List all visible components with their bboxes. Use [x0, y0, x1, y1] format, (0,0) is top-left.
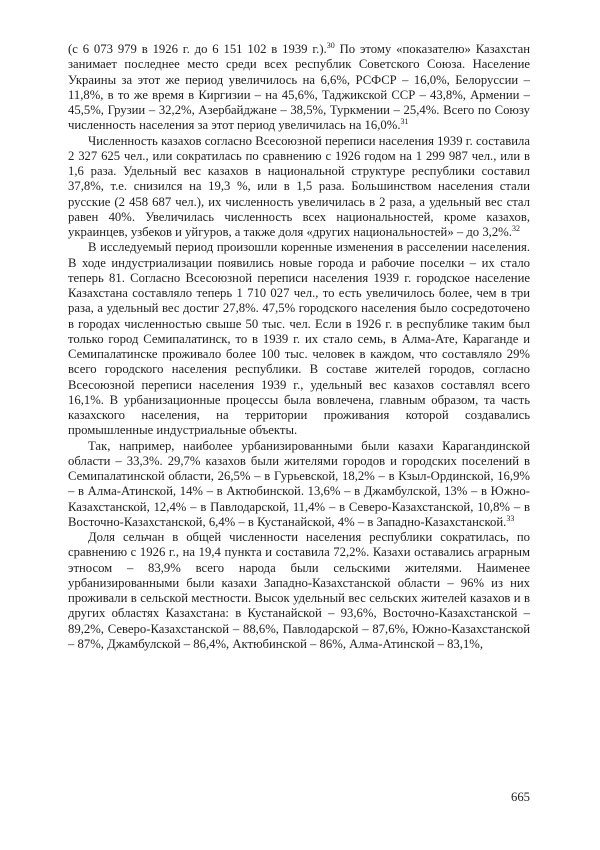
paragraph-4	[68, 439, 530, 531]
page-body	[68, 42, 530, 652]
paragraph-3-text: В исследуемый период произошли коренные изменения в расселении населения. В ходе индустриализации появились новые города и рабочие поселки – их стало теперь 81. Согласно Всесоюзной переписи населения 1939 г. городское население Казахстана составляло теперь 1 710 027 чел., то есть увеличилось более, чем в три раза, а удельный вес достиг 27,8%. 47,5% городского населения было сосредоточено в городах численностью свыше 50 тыс. чел. Если в 1926 г. в республике таким был только город Семипалатинск, то в 1939 г. их стало семь, в Алма-Ате, Караганде и Семипалатинске проживало более 100 тыс. человек в каждом, что составляло 29% всего городского населения республики. В составе жителей городов, согласно Всесоюзной переписи населения 1939 г., удельный вес казахов составлял всего 16,1%. В урбанизационные процессы была вовлечена, главным образом, та часть казахского населения, на территории проживания которой создавались промышленные индустриальные объекты.	[68, 240, 530, 438]
footnote-ref-30: 30	[326, 40, 335, 50]
paragraph-4-text: Так, например, наиболее урбанизированными были казахи Карагандинской области – 33,3%. 29,7% казахов были жителями городов и городских поселений в Семипалатинской области, 26,5% – в Гурьевской, 18,2% – в Кзыл-Ординской, 16,9% – в Алма-Атинской, 14% – в Актюбинской. 13,6% – в Джамбулской, 13% – в Южно-Казахстанской, 12,4% – в Павлодарской, 11,4% – в Северо-Казахстанской, 10,8% – в Восточно-Казахстанской, 6,4% – в Кустанайской, 4% – в Западно-Казахстанской.	[68, 438, 530, 529]
paragraph-2-text: Численность казахов согласно Всесоюзной переписи населения 1939 г. составила 2 327 625 чел., или сократилась по сравнению с 1926 годом на 1 299 987 чел., или в 1,6 раза. Удельный вес казахов в национальной структуре республики составил 37,8%, т.е. снизился на 19,3 %, или в 1,5 раза. Большинством населения стали русские (2 458 687 чел.), их численность увеличилась в 2 раза, а удельный вес стал равен 40%. Увеличилась численность всех национальностей, кроме казахов, украинцев, узбеков и уйгуров, а также доля «других национальностей» – до 3,2%.	[68, 133, 530, 239]
paragraph-2	[68, 134, 530, 241]
paragraph-3	[68, 240, 530, 438]
footnote-ref-33: 33	[506, 513, 515, 523]
paragraph-5	[68, 530, 530, 652]
footnote-ref-31: 31	[400, 117, 409, 127]
paragraph-1-text: (с 6 073 979 в 1926 г. до 6 151 102 в 1939 г.).	[68, 42, 327, 56]
paragraph-5-text: Доля сельчан в общей численности населения республики сократилась, по сравнению с 1926 г., на 19,4 пункта и составила 72,2%. Казахи оставались аграрным этносом – 83,9% всего народа были сельскими жителями. Наименее урбанизированными были казахи Западно-Казахстанской области – 96% из них проживали в сельской местности. Высок удельный вес сельских жителей казахов и в других областях Казахстана: в Кустанайской – 93,6%, Восточно-Казахстанской – 89,2%, Северо-Казахстанской – 88,6%, Павлодарской – 87,6%, Южно-Казахстанской – 87%, Джамбулской – 86,4%, Актюбинской – 86%, Алма-Атинской – 83,1%,	[68, 530, 530, 651]
page-number: 665	[510, 790, 530, 804]
paragraph-1	[68, 42, 530, 134]
paragraph-1-tail: По этому «показателю» Казахстан занимает последнее место среди всех республик Советского Союза. Население Украины за этот же период увеличилось на 6,6%, РСФСР – 16,0%, Белоруссии – 11,8%, в то же время в Киргизии – на 45,6%, Таджикской ССР – 43,8%, Армении – 45,5%, Грузии – 32,2%, Азербайджане – 38,5%, Туркмении – 25,4%. Всего по Союзу численность населения за этот период увеличилась на 16,0%.	[68, 42, 531, 133]
footnote-ref-32: 32	[511, 223, 520, 233]
